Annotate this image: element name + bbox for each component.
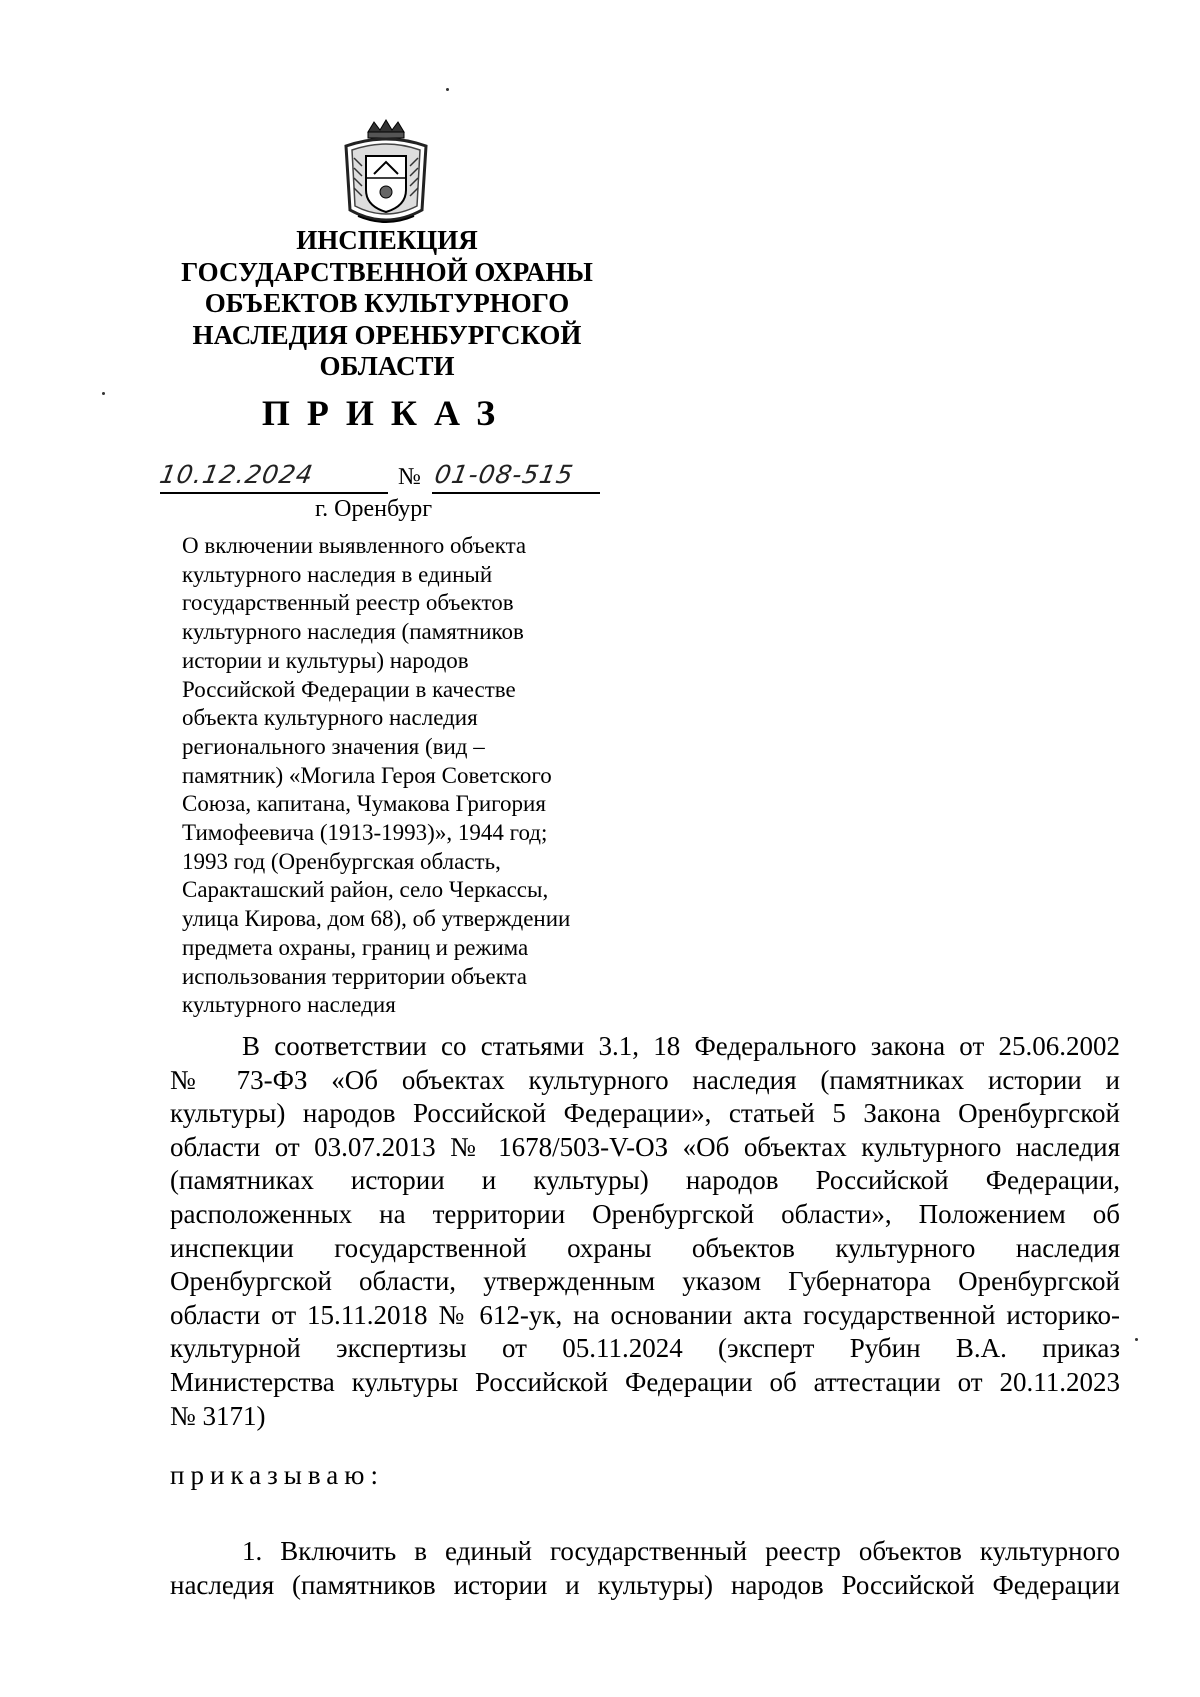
preamble-paragraph xyxy=(170,1030,1120,1433)
number-underline xyxy=(432,492,600,494)
subject-line: культурного наследия (памятников xyxy=(182,619,524,645)
body-line: области от 03.07.2013 № 1678/503-V-ОЗ «Об объектах культурного наследия xyxy=(170,1131,1120,1162)
subject-line: объекта культурного наследия xyxy=(182,705,478,731)
body-line: № 73-ФЗ «Об объектах культурного наследия (памятниках истории и xyxy=(170,1064,1120,1095)
coat-of-arms-icon xyxy=(338,118,434,230)
scan-speck xyxy=(102,392,105,395)
order-item-1 xyxy=(170,1535,1120,1602)
scan-speck xyxy=(1135,1338,1138,1341)
city: г. Оренбург xyxy=(315,496,433,522)
order-title: ПРИКАЗ xyxy=(261,393,513,433)
agency-line: ИНСПЕКЦИЯ xyxy=(296,225,478,255)
item-line: наследия (памятников истории и культуры) народов Российской Федерации xyxy=(170,1569,1120,1600)
agency-line: НАСЛЕДИЯ ОРЕНБУРГСКОЙ xyxy=(192,319,582,350)
body-line: культуры) народов Российской Федерации», статьей 5 Закона Оренбургской xyxy=(170,1098,1120,1129)
subject-line: государственный реестр объектов xyxy=(182,590,514,616)
body-line: области от 15.11.2018 № 612-ук, на основании акта государственной историко- xyxy=(170,1299,1120,1330)
subject-line: Союза, капитана, Чумакова Григория xyxy=(182,791,546,817)
agency-line: ОБЛАСТИ xyxy=(319,351,455,381)
number-sign: № xyxy=(398,464,421,490)
order-subject xyxy=(182,532,622,1020)
subject-line: Тимофеевича (1913-1993)», 1944 год; xyxy=(182,820,548,846)
subject-line: памятник) «Могила Героя Советского xyxy=(182,762,552,788)
subject-line: Саракташский район, село Черкассы, xyxy=(182,877,549,903)
subject-line: культурного наследия xyxy=(182,992,396,1018)
scan-speck xyxy=(446,88,449,91)
subject-line: культурного наследия в единый xyxy=(182,561,493,587)
date-underline xyxy=(160,492,388,494)
agency-name xyxy=(180,225,594,383)
body-line: Оренбургской области, утвержденным указом Губернатора Оренбургской xyxy=(170,1266,1120,1297)
subject-line: О включении выявленного объекта xyxy=(182,533,527,558)
agency-line: ГОСУДАРСТВЕННОЙ ОХРАНЫ xyxy=(181,256,593,287)
orders-word: приказываю: xyxy=(170,1460,384,1490)
item-line: 1. Включить в единый государственный реестр объектов культурного xyxy=(242,1536,1120,1566)
order-number: 01-08-515 xyxy=(432,460,576,489)
body-line: расположенных на территории Оренбургской области», Положением об xyxy=(170,1198,1120,1229)
order-date: 10.12.2024 xyxy=(157,460,316,489)
body-line: (памятниках истории и культуры) народов Российской Федерации, xyxy=(170,1165,1120,1196)
subject-line: улица Кирова, дом 68), об утверждении xyxy=(182,906,571,932)
agency-line: ОБЪЕКТОВ КУЛЬТУРНОГО xyxy=(204,288,570,318)
body-line: В соответствии со статьями 3.1, 18 Федерального закона от 25.06.2002 xyxy=(242,1031,1120,1061)
body-line: культурной экспертизы от 05.11.2024 (эксперт Рубин В.А. приказ xyxy=(170,1333,1120,1364)
body-line: Министерства культуры Российской Федерации об аттестации от 20.11.2023 xyxy=(170,1366,1120,1397)
subject-line: Российской Федерации в качестве xyxy=(182,676,516,702)
subject-line: предмета охраны, границ и режима xyxy=(182,934,529,960)
body-line: № 3171) xyxy=(170,1400,266,1431)
subject-line: 1993 год (Оренбургская область, xyxy=(182,848,501,874)
subject-line: регионального значения (вид – xyxy=(182,733,485,759)
subject-line: истории и культуры) народов xyxy=(182,647,469,673)
subject-line: использования территории объекта xyxy=(182,963,527,989)
body-line: инспекции государственной охраны объектов культурного наследия xyxy=(170,1232,1120,1263)
date-number-line xyxy=(157,458,600,498)
